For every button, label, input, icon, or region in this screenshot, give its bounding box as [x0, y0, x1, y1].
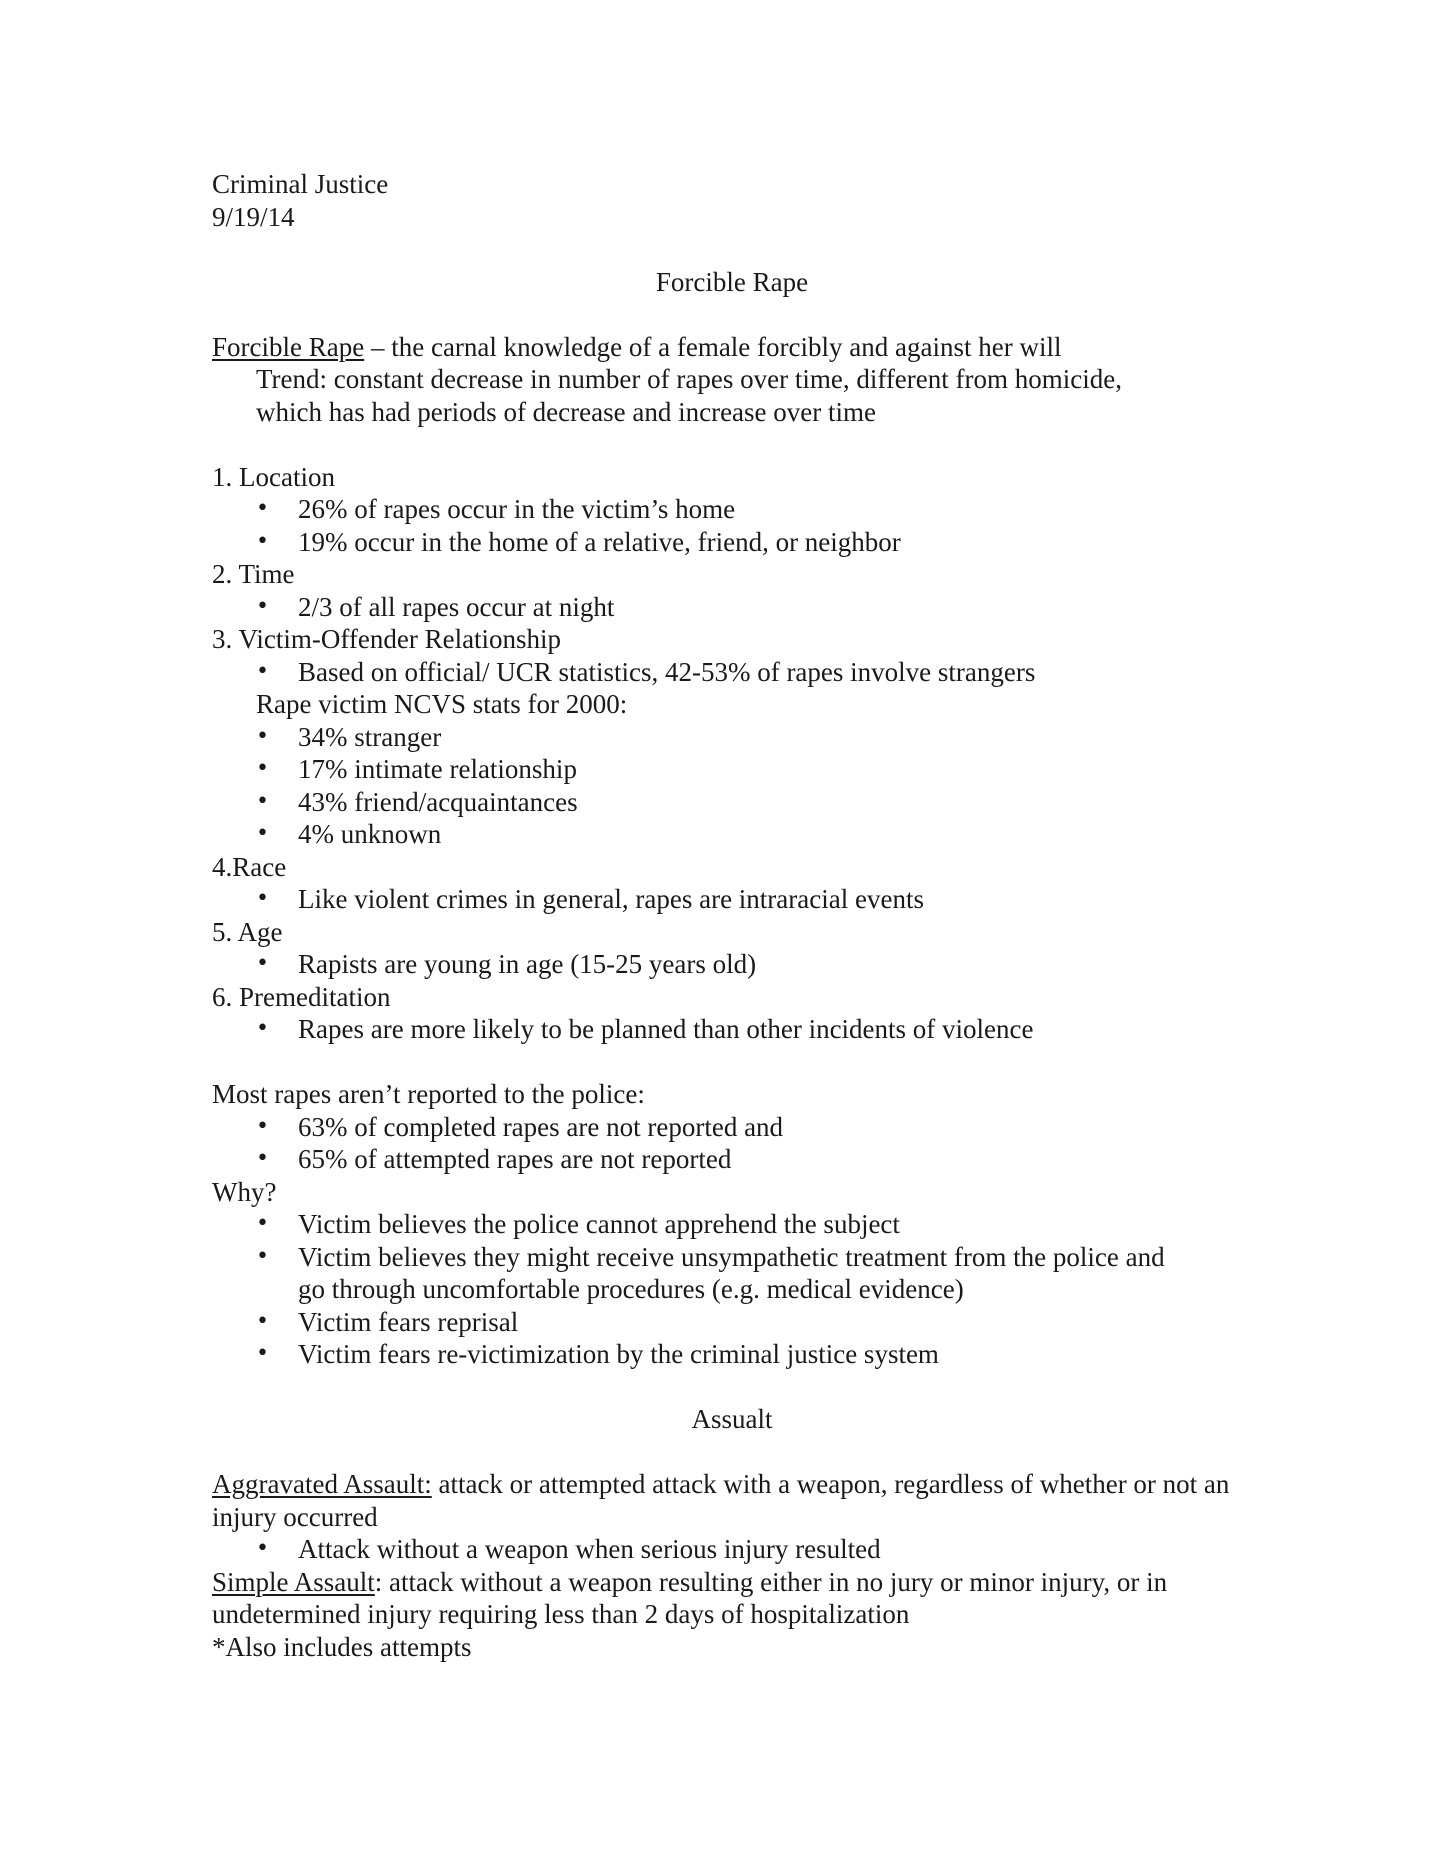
list-item: • Attack without a weapon when serious injury resulted — [212, 1533, 1252, 1566]
document-date: 9/19/14 — [212, 201, 295, 232]
attempts-note: *Also includes attempts — [212, 1631, 472, 1662]
rape-definition-term: Forcible Rape — [212, 331, 365, 362]
trend-line-1: Trend: constant decrease in number of rapes over time, different from homicide, — [256, 364, 1122, 394]
premeditation-bullets — [212, 1013, 1252, 1046]
spacer — [212, 298, 1252, 331]
spacer — [212, 233, 1252, 266]
item-heading-premeditation: 6. Premeditation — [212, 981, 391, 1012]
rape-definition-text: – the carnal knowledge of a female forcibly and against her will — [364, 331, 1062, 362]
spacer — [212, 1046, 1252, 1079]
list-item: • 2/3 of all rapes occur at night — [212, 591, 1252, 624]
list-item: • Like violent crimes in general, rapes are intraracial events — [212, 883, 1252, 916]
list-item: • 34% stranger — [212, 721, 1252, 754]
aggravated-bullets — [212, 1533, 1252, 1566]
item-heading-age: 5. Age — [212, 916, 283, 947]
list-item: • Rapes are more likely to be planned than other incidents of violence — [212, 1013, 1252, 1046]
reporting-heading: Most rapes aren’t reported to the police: — [212, 1079, 645, 1109]
list-item: • 63% of completed rapes are not reported and — [212, 1111, 1252, 1144]
location-bullets — [212, 493, 1252, 558]
list-item: • Rapists are young in age (15-25 years old) — [212, 948, 1252, 981]
list-item: • 65% of attempted rapes are not reported — [212, 1143, 1252, 1176]
spacer — [212, 1436, 1252, 1469]
race-bullets — [212, 883, 1252, 916]
reporting-bullets — [212, 1111, 1252, 1176]
list-item: • 43% friend/acquaintances — [212, 786, 1252, 819]
list-item: • Victim fears reprisal — [212, 1306, 1252, 1339]
list-item: • Victim fears re-victimization by the criminal justice system — [212, 1338, 1252, 1371]
list-item: • Based on official/ UCR statistics, 42-53% of rapes involve strangers — [212, 656, 1252, 689]
ncvs-subheading: Rape victim NCVS stats for 2000: — [256, 689, 628, 719]
section-title-assault: Assualt — [691, 1404, 773, 1434]
spacer — [212, 428, 1252, 461]
trend-line-2: which has had periods of decrease and increase over time — [256, 396, 876, 427]
ncvs-bullets — [212, 721, 1252, 851]
item-heading-relationship: 3. Victim-Offender Relationship — [212, 624, 562, 654]
aggravated-assault-text: attack or attempted attack with a weapon, regardless of whether or not an injury occurred — [212, 1469, 1230, 1532]
aggravated-assault-definition — [212, 1468, 1232, 1533]
list-item: • 26% of rapes occur in the victim’s home — [212, 493, 1252, 526]
simple-assault-text: : attack without a weapon resulting either in no jury or minor injury, or in undetermined injury requiring less than 2 days of hospitalization — [212, 1566, 1168, 1629]
why-heading: Why? — [212, 1176, 277, 1207]
relationship-bullets — [212, 656, 1252, 689]
item-heading-location: 1. Location — [212, 461, 335, 492]
list-item: • 4% unknown — [212, 818, 1252, 851]
list-item: • 19% occur in the home of a relative, friend, or neighbor — [212, 526, 1252, 559]
aggravated-assault-term: Aggravated Assault: — [212, 1469, 432, 1499]
age-bullets — [212, 948, 1252, 981]
simple-assault-definition — [212, 1566, 1252, 1631]
section-title-rape: Forcible Rape — [655, 266, 809, 297]
item-heading-race: 4.Race — [212, 851, 287, 882]
list-item: • 17% intimate relationship — [212, 753, 1252, 786]
item-heading-time: 2. Time — [212, 559, 295, 589]
spacer — [212, 1371, 1252, 1404]
time-bullets — [212, 591, 1252, 624]
list-item: • Victim believes they might receive unsympathetic treatment from the police and go through uncomfortable procedures (e.g. medical evidence) — [212, 1241, 1188, 1306]
simple-assault-term: Simple Assault — [212, 1566, 375, 1597]
rape-definition — [212, 331, 1252, 364]
list-item: • Victim believes the police cannot apprehend the subject — [212, 1208, 1252, 1241]
course-name: Criminal Justice — [212, 169, 389, 199]
why-bullets — [212, 1208, 1252, 1371]
document-page — [212, 168, 1252, 1663]
